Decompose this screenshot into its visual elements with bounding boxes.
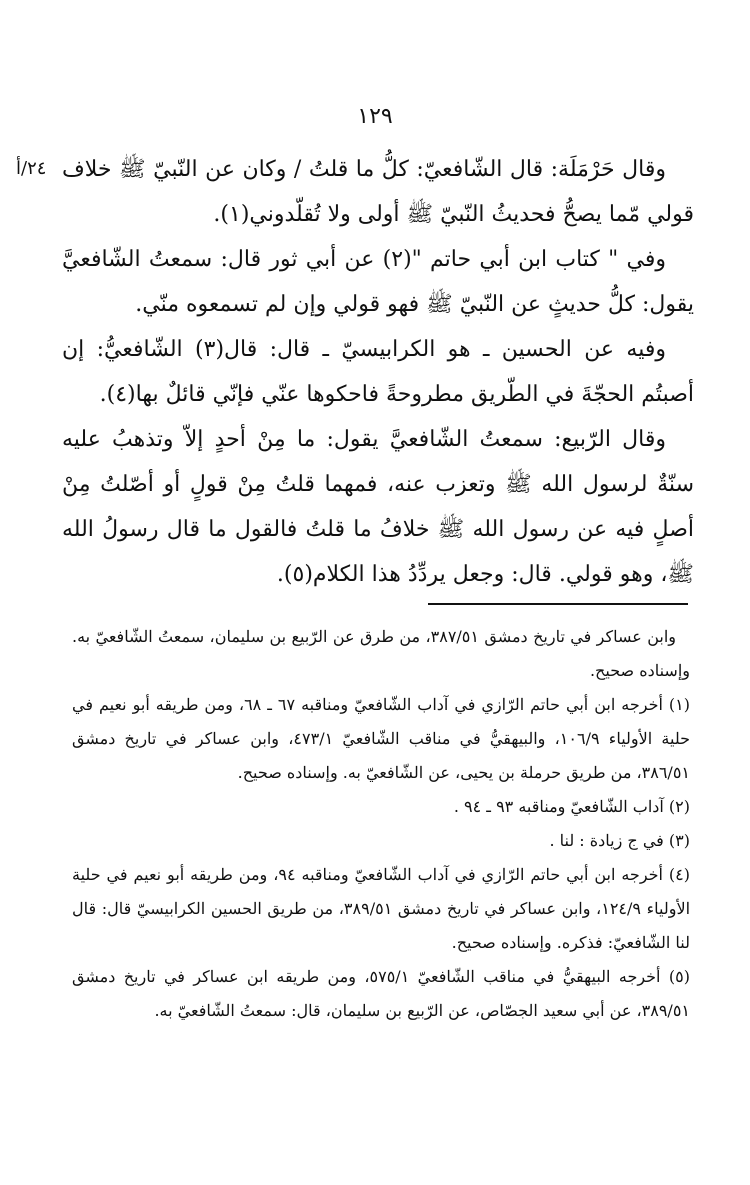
footnote-5: (٥) أخرجه البيهقيُّ في مناقب الشّافعيّ ٥٧٥/١، ومن طريقه ابن عساكر في تاريخ دمشق ٣٨٩/٥١، عن أبي سعيد الجصّاص، عن الرّبيع بن سليمان، قال: سمعتُ الشّافعيّ به. [72,967,690,1020]
footnote-4: (٤) أخرجه ابن أبي حاتم الرّازي في آداب الشّافعيّ ومناقبه ٩٤، ومن طريقه أبو نعيم في حلية الأولياء ١٢٤/٩، وابن عساكر في تاريخ دمشق ٣٨٩/٥١، من طريق الحسين الكرابيسيّ قال: قال لنا الشّافعيّ: فذكره. وإسناده صحيح. [72,865,691,952]
paragraph-abu-thawr: وفي " كتاب ابن أبي حاتم "(٢) عن أبي ثور قال: سمعتُ الشّافعيَّ يقول: كلُّ حديثٍ عن النّبيّ ﷺ فهو قولي وإن لم تسمعوه منّي. [62,247,694,317]
main-text [62,147,694,597]
footnote-2: (٢) آداب الشّافعيّ ومناقبه ٩٣ ـ ٩٤ . [453,797,690,816]
paragraph-karabisi: وفيه عن الحسين ـ هو الكرابيسيّ ـ قال: قال(٣) الشّافعيُّ: إن أصبتُم الحجّةَ في الطّريق مطروحةً فاحكوها عنّي فإنّي قائلٌ بها(٤). [62,337,694,407]
footnote-3: (٣) في ج زيادة : لنا . [549,831,690,850]
page-number: ١٢٩ [357,104,393,129]
footnote-divider [428,603,688,605]
paragraph-rabi: وقال الرّبيع: سمعتُ الشّافعيَّ يقول: ما مِنْ أحدٍ إلاّ وتذهبُ عليه سنّةٌ لرسول الله ﷺ وتعزب عنه، فمهما قلتُ مِنْ قولٍ أو أصّلتُ مِنْ أصلٍ فيه عن رسول الله ﷺ خلافُ ما قلتُ فالقول ما قال رسولُ الله ﷺ، وهو قولي. قال: وجعل يردِّدُ هذا الكلام(٥). [62,427,694,587]
paragraph-harmala: وقال حَرْمَلَة: قال الشّافعيّ: كلُّ ما قلتُ / وكان عن النّبيّ ﷺ خلاف قولي مّما يصحُّ فحديثُ النّبيّ ﷺ أولى ولا تُقلّدوني(١). [62,157,694,227]
footnote-1: (١) أخرجه ابن أبي حاتم الرّازي في آداب الشّافعيّ ومناقبه ٦٧ ـ ٦٨، ومن طريقه أبو نعيم في حلية الأولياء ١٠٦/٩، والبيهقيُّ في مناقب الشّافعيّ ٤٧٣/١، وابن عساكر في تاريخ دمشق ٣٨٦/٥١، من طريق حرملة بن يحيى، عن الشّافعيّ به. وإسناده صحيح. [72,695,691,782]
footnote-continuation: وابن عساكر في تاريخ دمشق ٣٨٧/٥١، من طرق عن الرّبيع بن سليمان، سمعتُ الشّافعيّ به. وإسناده صحيح. [72,627,690,680]
footnotes [72,620,690,1028]
manuscript-folio-note: ٢٤/أ [16,158,47,179]
